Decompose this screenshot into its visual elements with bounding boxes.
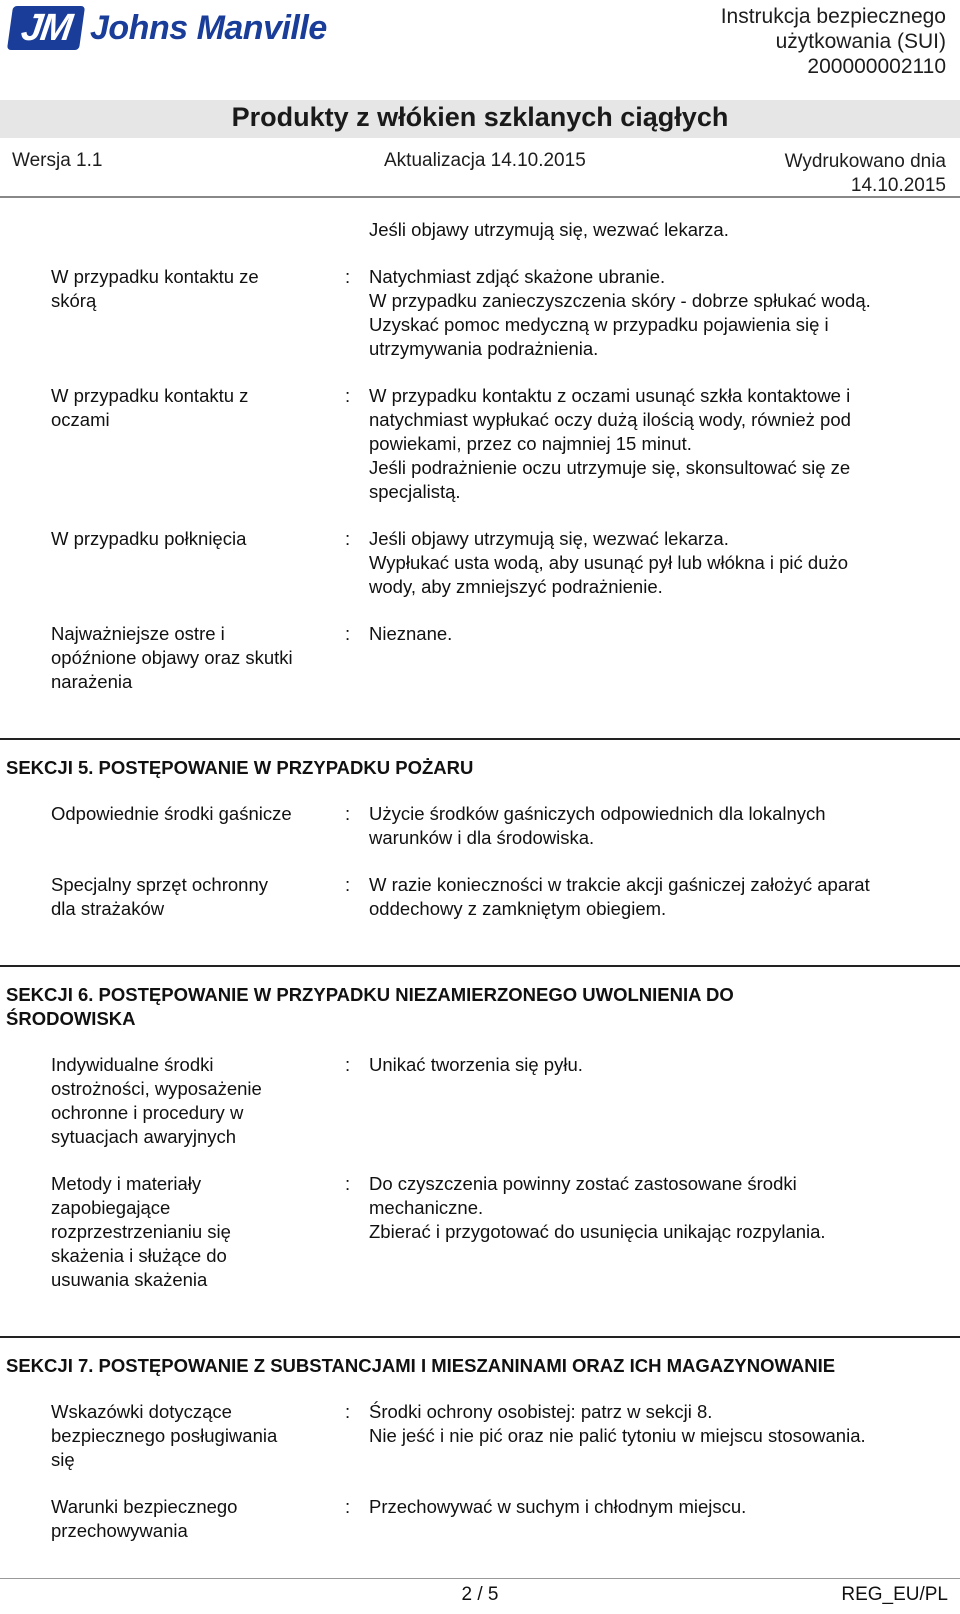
field-row (0, 1495, 960, 1543)
field-value (369, 1053, 949, 1149)
field-label-line: ochronne i procedury w (51, 1102, 244, 1123)
field-label-line: Metody i materiały (51, 1173, 202, 1194)
field-label (0, 384, 333, 504)
update-date: Aktualizacja 14.10.2015 (384, 150, 586, 171)
field-colon: : (345, 1173, 351, 1194)
doc-number: 200000002110 (807, 55, 946, 78)
section-7 (0, 1336, 960, 1543)
section-6-title (0, 983, 960, 1031)
field-label-line: W przypadku kontaktu z (51, 385, 249, 406)
field-value-line: W przypadku kontaktu z oczami usunąć szkła kontaktowe i (369, 385, 851, 406)
version: Wersja 1.1 (12, 150, 103, 171)
logo-wordmark: Johns Manville (90, 8, 327, 47)
field-label-line: Indywidualne środki (51, 1054, 214, 1075)
section-5-title: SEKCJI 5. POSTĘPOWANIE W PRZYPADKU POŻARU (6, 757, 474, 778)
field-value-line: Natychmiast zdjąć skażone ubranie. (369, 266, 666, 287)
field-label (0, 873, 333, 921)
field-value-line: Uzyskać pomoc medyczną w przypadku pojawienia się i (369, 314, 829, 335)
field-label-line: zapobiegające (51, 1197, 171, 1218)
field-value (369, 1400, 949, 1472)
field-colon: : (345, 1054, 351, 1075)
field-colon: : (345, 623, 351, 644)
field-label (0, 622, 333, 694)
field-label-line: skażenia i służące do (51, 1245, 227, 1266)
field-value-line: oddechowy z zamkniętym obiegiem. (369, 898, 667, 919)
field-label-line: Odpowiednie środki gaśnicze (51, 803, 292, 824)
field-label-line: Specjalny sprzęt ochronny (51, 874, 268, 895)
printed-label: Wydrukowano dnia (784, 151, 946, 172)
field-value-line: Nieznane. (369, 623, 453, 644)
page-number: 2 / 5 (461, 1584, 499, 1605)
product-name: Produkty z włókien szklanych ciągłych (231, 102, 729, 132)
field-value-line: Środki ochrony osobistej: patrz w sekcji 8. (369, 1401, 713, 1422)
field-label-line: bezpiecznego posługiwania (51, 1425, 278, 1446)
footer-divider (0, 1578, 960, 1579)
field-label-line: Warunki bezpiecznego (51, 1496, 238, 1517)
field-label (0, 802, 333, 850)
document-title (721, 4, 946, 79)
field-label-line: dla strażaków (51, 898, 165, 919)
printed-value: 14.10.2015 (850, 175, 946, 196)
field-row (0, 384, 960, 504)
field-label (0, 265, 333, 361)
field-row (0, 1172, 960, 1292)
field-label-line: opóźnione objawy oraz skutki (51, 647, 293, 668)
section-6 (0, 965, 960, 1292)
field-value-line: W przypadku zanieczyszczenia skóry - dobrze spłukać wodą. (369, 290, 871, 311)
printed-date (785, 150, 946, 198)
field-value (369, 384, 949, 504)
field-label (0, 527, 333, 599)
field-row (0, 622, 960, 694)
field-label (0, 1495, 333, 1543)
field-label-line: narażenia (51, 671, 133, 692)
section-5-rows (0, 802, 960, 921)
field-value-line: Do czyszczenia powinny zostać zastosowane środki (369, 1173, 797, 1194)
regulation-code: REG_EU/PL (841, 1584, 948, 1605)
field-label-line: usuwania skażenia (51, 1269, 208, 1290)
section-4-rows (0, 265, 960, 694)
field-colon: : (345, 385, 351, 406)
field-value-line: wody, aby zmniejszyć podrażnienie. (369, 576, 663, 597)
field-label-line: sytuacjach awaryjnych (51, 1126, 237, 1147)
field-value (369, 873, 949, 921)
document-body (0, 218, 960, 1566)
field-label-line: skórą (51, 290, 97, 311)
field-value (369, 802, 949, 850)
section-6-title-line2: ŚRODOWISKA (6, 1008, 136, 1029)
field-colon: : (345, 266, 351, 287)
document-header (0, 0, 960, 200)
field-value-line: Unikać tworzenia się pyłu. (369, 1054, 583, 1075)
field-value-line: Zbierać i przygotować do usunięcia unikając rozpylania. (369, 1221, 826, 1242)
field-value (369, 622, 949, 694)
field-value (369, 1172, 949, 1292)
field-label (0, 1400, 333, 1472)
continuation-text: Jeśli objawy utrzymują się, wezwać lekarza. (369, 219, 729, 240)
field-label-line: ostrożności, wyposażenie (51, 1078, 262, 1099)
field-value-line: powiekami, przez co najmniej 15 minut. (369, 433, 692, 454)
field-label-line: Wskazówki dotyczące (51, 1401, 232, 1422)
field-value (369, 527, 949, 599)
section-7-title: SEKCJI 7. POSTĘPOWANIE Z SUBSTANCJAMI I MIESZANINAMI ORAZ ICH MAGAZYNOWANIE (6, 1355, 836, 1376)
field-row (0, 1400, 960, 1472)
field-value (369, 1495, 949, 1543)
section-5 (0, 738, 960, 921)
field-label-line: się (51, 1449, 75, 1470)
field-row (0, 265, 960, 361)
doc-title-line1: Instrukcja bezpiecznego (720, 5, 946, 28)
field-colon: : (345, 1496, 351, 1517)
field-colon: : (345, 803, 351, 824)
field-value-line: Wypłukać usta wodą, aby usunąć pył lub włókna i pić dużo (369, 552, 849, 573)
field-value-line: Użycie środków gaśniczych odpowiednich dla lokalnych (369, 803, 826, 824)
field-label (0, 1172, 333, 1292)
field-label-line: W przypadku połknięcia (51, 528, 247, 549)
field-value-line: Przechowywać w suchym i chłodnym miejscu. (369, 1496, 747, 1517)
company-logo (10, 6, 327, 50)
section-6-title-line1: SEKCJI 6. POSTĘPOWANIE W PRZYPADKU NIEZAMIERZONEGO UWOLNIENIA DO (6, 984, 734, 1005)
field-value-line: Nie jeść i nie pić oraz nie palić tytoniu w miejscu stosowania. (369, 1425, 866, 1446)
section-6-rows (0, 1053, 960, 1292)
field-colon: : (345, 528, 351, 549)
field-label-line: Najważniejsze ostre i (51, 623, 225, 644)
field-row (0, 1053, 960, 1149)
continuation-row (0, 218, 960, 242)
field-value-line: utrzymywania podrażnienia. (369, 338, 599, 359)
field-value-line: natychmiast wypłukać oczy dużą ilością wody, również pod (369, 409, 851, 430)
field-colon: : (345, 874, 351, 895)
field-label-line: przechowywania (51, 1520, 188, 1541)
field-label (0, 1053, 333, 1149)
header-divider (0, 196, 960, 198)
field-label-line: oczami (51, 409, 110, 430)
field-colon: : (345, 1401, 351, 1422)
field-row (0, 802, 960, 850)
field-value-line: specjalistą. (369, 481, 461, 502)
field-row (0, 873, 960, 921)
field-value-line: mechaniczne. (369, 1197, 484, 1218)
field-value-line: warunków i dla środowiska. (369, 827, 595, 848)
field-row (0, 527, 960, 599)
field-value-line: Jeśli podrażnienie oczu utrzymuje się, skonsultować się ze (369, 457, 851, 478)
field-value-line: W razie konieczności w trakcie akcji gaśniczej założyć aparat (369, 874, 870, 895)
field-label-line: rozprzestrzenianiu się (51, 1221, 231, 1242)
section-7-rows (0, 1400, 960, 1543)
logo-mark: JM (7, 6, 85, 50)
field-value (369, 265, 949, 361)
doc-title-line2: użytkowania (SUI) (775, 30, 946, 53)
field-value-line: Jeśli objawy utrzymują się, wezwać lekarza. (369, 528, 729, 549)
field-label-line: W przypadku kontaktu ze (51, 266, 259, 287)
